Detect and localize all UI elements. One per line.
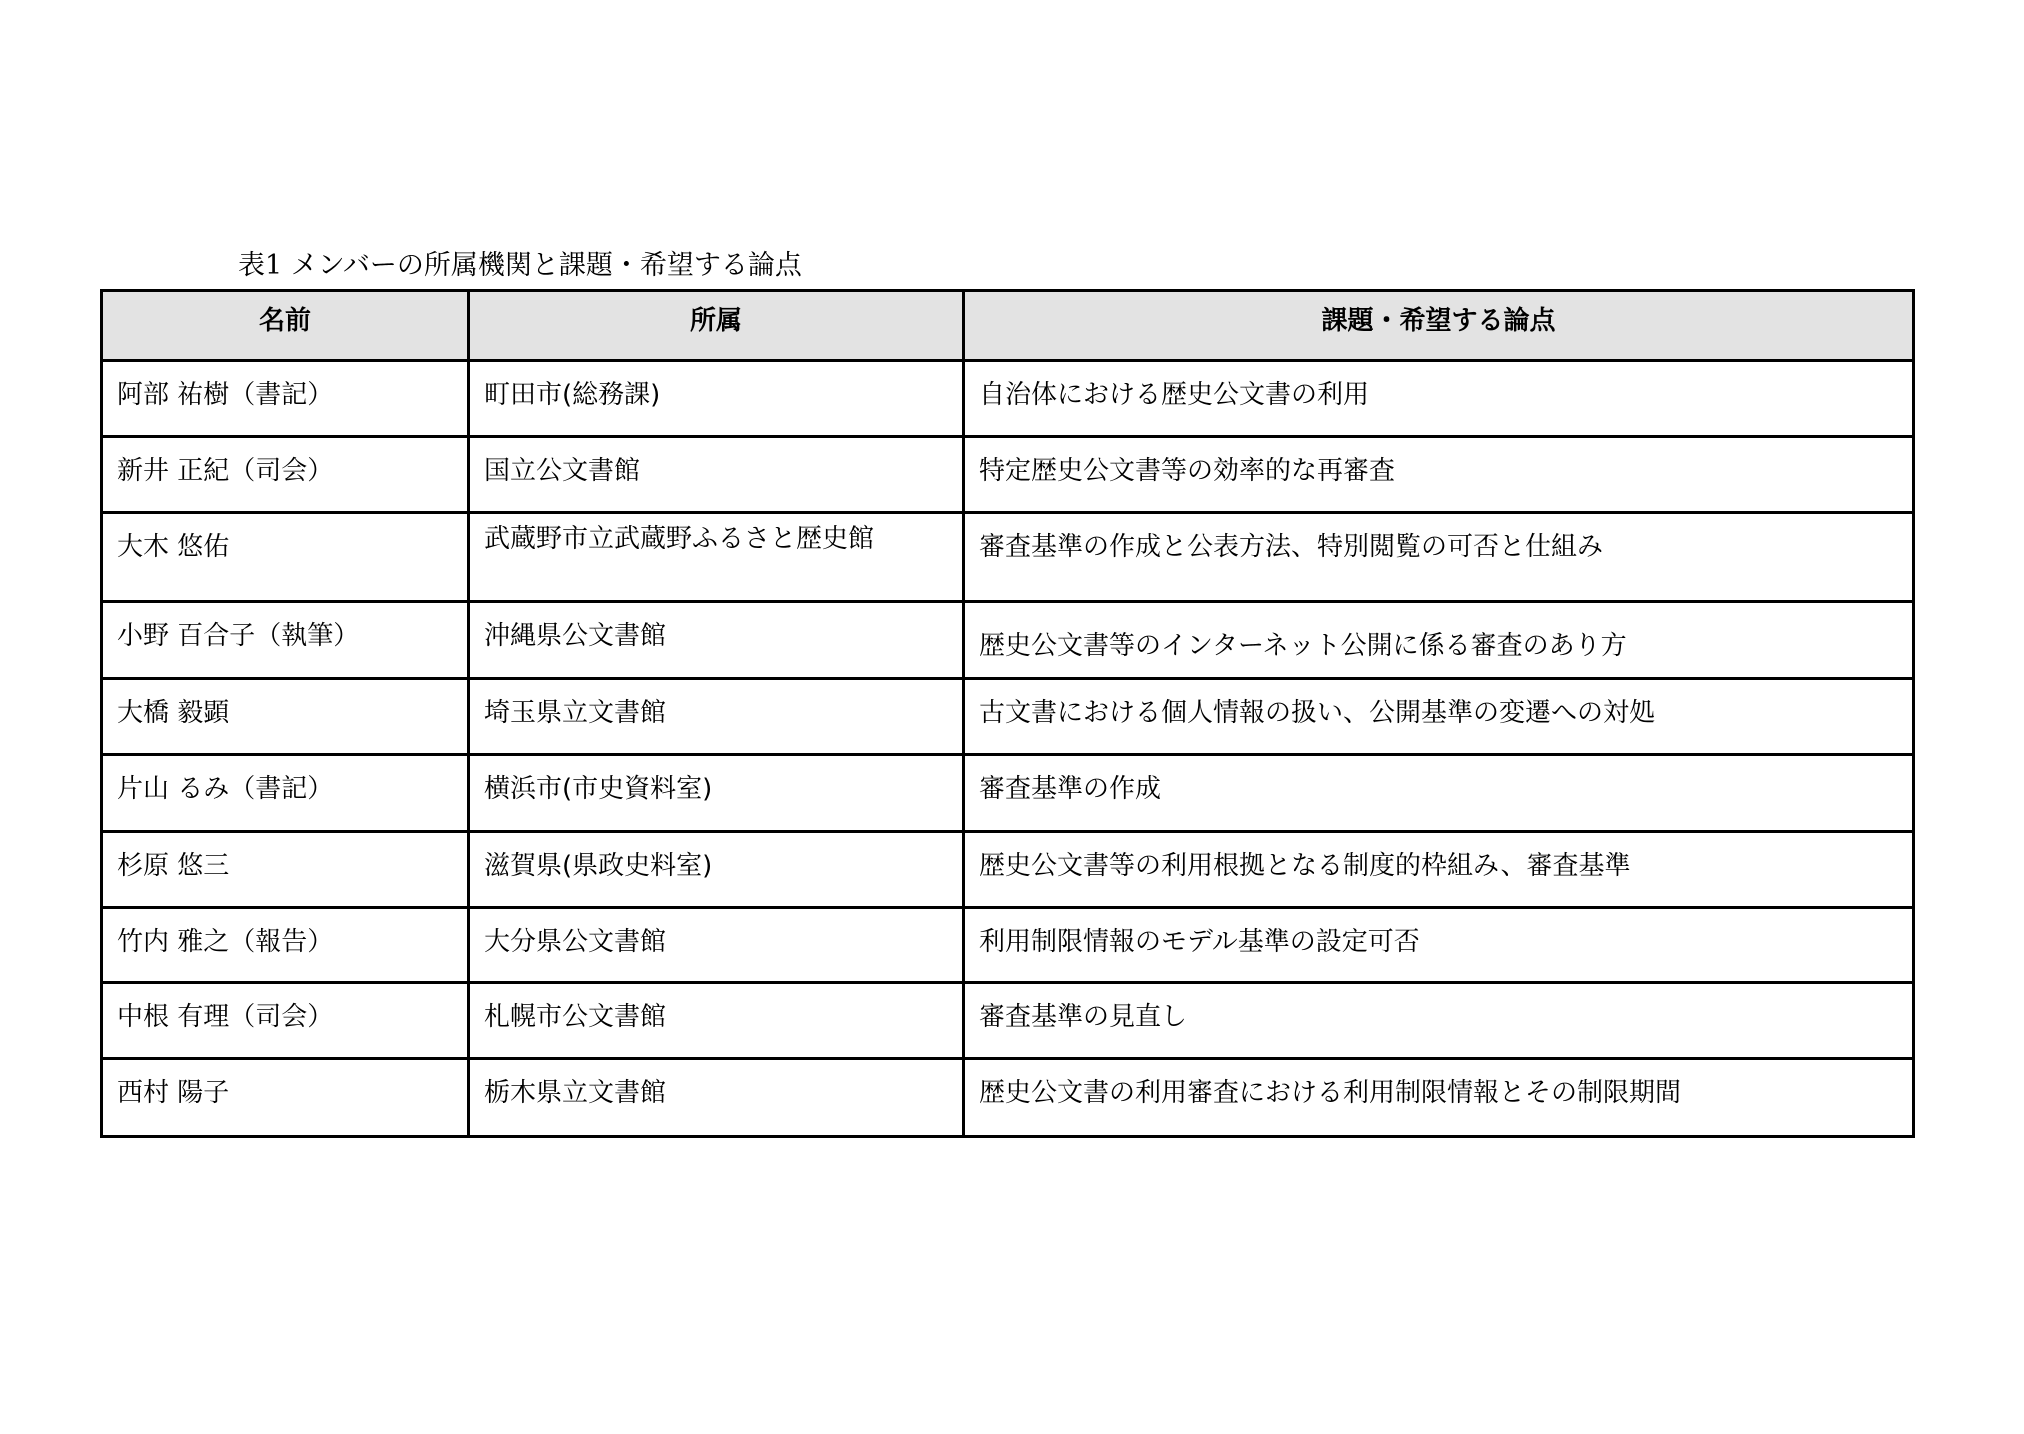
table-row <box>102 983 1914 1059</box>
member-affiliation: 滋賀県(県政史料室) <box>469 832 964 908</box>
column-header-name: 名前 <box>102 291 469 361</box>
member-topic: 審査基準の見直し <box>964 983 1914 1059</box>
member-affiliation: 横浜市(市史資料室) <box>469 755 964 832</box>
member-name: 新井 正紀（司会） <box>102 437 469 513</box>
member-affiliation: 札幌市公文書館 <box>469 983 964 1059</box>
member-topic: 歴史公文書等のインターネット公開に係る審査のあり方 <box>964 602 1914 679</box>
table-header-row <box>102 291 1914 361</box>
member-name: 大橋 毅顕 <box>102 679 469 755</box>
member-name: 片山 るみ（書記） <box>102 755 469 832</box>
table-row <box>102 908 1914 983</box>
members-table <box>100 289 1915 1138</box>
member-name: 阿部 祐樹（書記） <box>102 361 469 437</box>
member-name: 小野 百合子（執筆） <box>102 602 469 679</box>
member-affiliation: 埼玉県立文書館 <box>469 679 964 755</box>
member-name: 竹内 雅之（報告） <box>102 908 469 983</box>
table-row <box>102 513 1914 602</box>
table-caption: 表1 メンバーの所属機関と課題・希望する論点 <box>238 250 802 281</box>
member-affiliation: 栃木県立文書館 <box>469 1059 964 1137</box>
member-topic: 利用制限情報のモデル基準の設定可否 <box>964 908 1914 983</box>
table-row <box>102 1059 1914 1137</box>
member-topic: 古文書における個人情報の扱い、公開基準の変遷への対処 <box>964 679 1914 755</box>
member-topic: 審査基準の作成 <box>964 755 1914 832</box>
member-name: 杉原 悠三 <box>102 832 469 908</box>
member-name: 中根 有理（司会） <box>102 983 469 1059</box>
column-header-topic: 課題・希望する論点 <box>964 291 1914 361</box>
member-affiliation: 武蔵野市立武蔵野ふるさと歴史館 <box>469 513 964 602</box>
member-topic: 歴史公文書等の利用根拠となる制度的枠組み、審査基準 <box>964 832 1914 908</box>
table-row <box>102 437 1914 513</box>
member-name: 西村 陽子 <box>102 1059 469 1137</box>
member-affiliation: 大分県公文書館 <box>469 908 964 983</box>
table-row <box>102 832 1914 908</box>
column-header-affiliation: 所属 <box>469 291 964 361</box>
member-affiliation: 国立公文書館 <box>469 437 964 513</box>
table-row <box>102 602 1914 679</box>
member-topic: 自治体における歴史公文書の利用 <box>964 361 1914 437</box>
member-affiliation: 町田市(総務課) <box>469 361 964 437</box>
member-topic: 特定歴史公文書等の効率的な再審査 <box>964 437 1914 513</box>
member-affiliation: 沖縄県公文書館 <box>469 602 964 679</box>
table-row <box>102 361 1914 437</box>
member-name: 大木 悠佑 <box>102 513 469 602</box>
member-topic: 歴史公文書の利用審査における利用制限情報とその制限期間 <box>964 1059 1914 1137</box>
member-topic: 審査基準の作成と公表方法、特別閲覧の可否と仕組み <box>964 513 1914 602</box>
table-row <box>102 755 1914 832</box>
table-row <box>102 679 1914 755</box>
